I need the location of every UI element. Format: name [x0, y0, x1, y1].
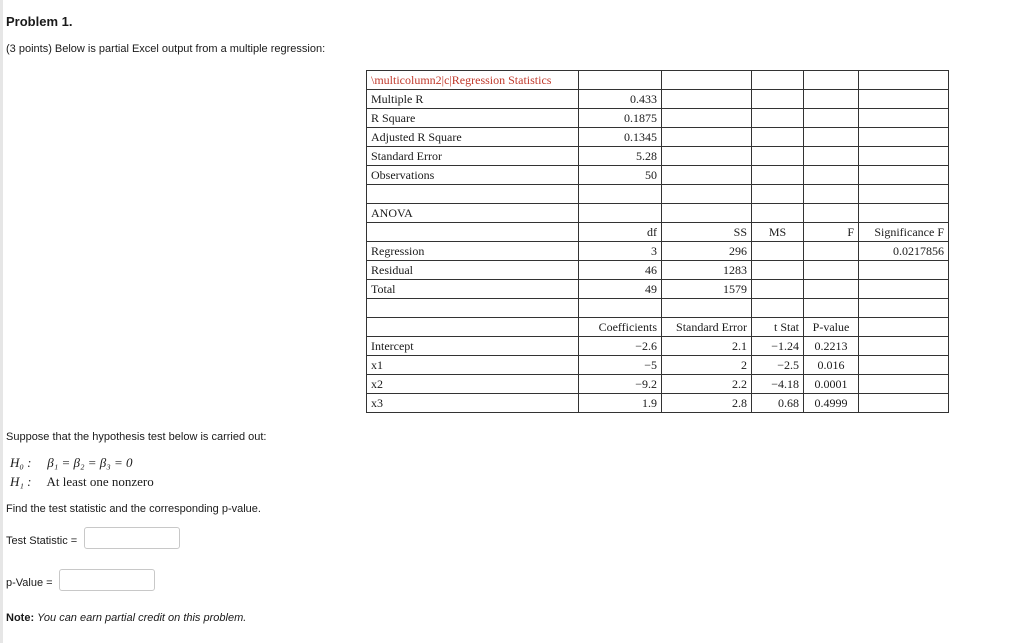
- coef-label: x2: [367, 375, 579, 394]
- anova-label: Total: [367, 280, 579, 299]
- regression-output-table: [366, 70, 949, 413]
- note-label: Note:: [6, 612, 35, 624]
- table-row: [367, 394, 949, 413]
- coef-p: 0.2213: [804, 337, 859, 356]
- table-row: [367, 166, 949, 185]
- table-row: [367, 356, 949, 375]
- regstats-value: 0.433: [579, 90, 662, 109]
- regstats-label: Standard Error: [367, 147, 579, 166]
- anova-ss: 1283: [662, 261, 752, 280]
- null-hypothesis: [10, 455, 133, 471]
- coef-header: t Stat: [752, 318, 804, 337]
- table-row: [367, 128, 949, 147]
- question-prompt: Find the test statistic and the corresponding p-value.: [6, 503, 261, 515]
- table-row: [367, 223, 949, 242]
- anova-header: Significance F: [859, 223, 949, 242]
- table-row: [367, 299, 949, 318]
- anova-f: [804, 261, 859, 280]
- anova-ms: [752, 280, 804, 299]
- h0-text: β₁ = β₂ = β₃ = 0: [47, 455, 133, 470]
- coef-label: Intercept: [367, 337, 579, 356]
- h1-text: At least one nonzero: [46, 474, 154, 489]
- coef-label: x3: [367, 394, 579, 413]
- hypothesis-intro: Suppose that the hypothesis test below is carried out:: [6, 431, 267, 443]
- regstats-label: Adjusted R Square: [367, 128, 579, 147]
- coef-t: 0.68: [752, 394, 804, 413]
- table-row: [367, 261, 949, 280]
- table-row: [367, 71, 949, 90]
- anova-ss: 1579: [662, 280, 752, 299]
- coef-se: 2.2: [662, 375, 752, 394]
- coef-t: −2.5: [752, 356, 804, 375]
- coef-se: 2: [662, 356, 752, 375]
- regstats-value: 5.28: [579, 147, 662, 166]
- anova-ms: [752, 242, 804, 261]
- problem-intro: (3 points) Below is partial Excel output from a multiple regression:: [6, 43, 326, 55]
- anova-header: MS: [752, 223, 804, 242]
- coef-value: −5: [579, 356, 662, 375]
- coef-p: 0.016: [804, 356, 859, 375]
- coef-header: Coefficients: [579, 318, 662, 337]
- coef-se: 2.1: [662, 337, 752, 356]
- anova-header: SS: [662, 223, 752, 242]
- anova-header: df: [579, 223, 662, 242]
- regstats-label: Multiple R: [367, 90, 579, 109]
- coef-p: 0.0001: [804, 375, 859, 394]
- anova-f: [804, 280, 859, 299]
- anova-label: Regression: [367, 242, 579, 261]
- coef-t: −1.24: [752, 337, 804, 356]
- anova-sig: 0.0217856: [859, 242, 949, 261]
- regstats-value: 50: [579, 166, 662, 185]
- regstats-header: \multicolumn2|c|Regression Statistics: [367, 71, 579, 90]
- coef-value: 1.9: [579, 394, 662, 413]
- test-statistic-label: Test Statistic =: [6, 535, 78, 547]
- regstats-value: 0.1875: [579, 109, 662, 128]
- left-margin-rule: [0, 0, 3, 643]
- anova-df: 46: [579, 261, 662, 280]
- h1-label: H₁ :: [10, 474, 32, 489]
- regstats-label: R Square: [367, 109, 579, 128]
- anova-ss: 296: [662, 242, 752, 261]
- problem-title: Problem 1.: [6, 14, 73, 29]
- p-value-input[interactable]: [59, 569, 155, 591]
- table-row: [367, 109, 949, 128]
- table-row: [367, 204, 949, 223]
- table-row: [367, 185, 949, 204]
- table-row: [367, 280, 949, 299]
- coef-value: −2.6: [579, 337, 662, 356]
- anova-label: Residual: [367, 261, 579, 280]
- anova-df: 3: [579, 242, 662, 261]
- table-row: [367, 147, 949, 166]
- anova-title: ANOVA: [367, 204, 579, 223]
- p-value-label: p-Value =: [6, 577, 53, 589]
- coef-t: −4.18: [752, 375, 804, 394]
- coef-label: x1: [367, 356, 579, 375]
- coef-value: −9.2: [579, 375, 662, 394]
- anova-sig: [859, 261, 949, 280]
- coef-p: 0.4999: [804, 394, 859, 413]
- coef-se: 2.8: [662, 394, 752, 413]
- anova-f: [804, 242, 859, 261]
- coef-header: Standard Error: [662, 318, 752, 337]
- anova-header: F: [804, 223, 859, 242]
- h0-label: H₀ :: [10, 455, 32, 470]
- alt-hypothesis: [10, 474, 154, 490]
- coef-header: P-value: [804, 318, 859, 337]
- table-row: [367, 375, 949, 394]
- anova-ms: [752, 261, 804, 280]
- regstats-label: Observations: [367, 166, 579, 185]
- anova-df: 49: [579, 280, 662, 299]
- table-row: [367, 90, 949, 109]
- table-row: [367, 337, 949, 356]
- table-row: [367, 242, 949, 261]
- note: [6, 612, 246, 624]
- test-statistic-input[interactable]: [84, 527, 180, 549]
- anova-sig: [859, 280, 949, 299]
- note-text: You can earn partial credit on this problem.: [37, 612, 247, 624]
- table-row: [367, 318, 949, 337]
- regstats-value: 0.1345: [579, 128, 662, 147]
